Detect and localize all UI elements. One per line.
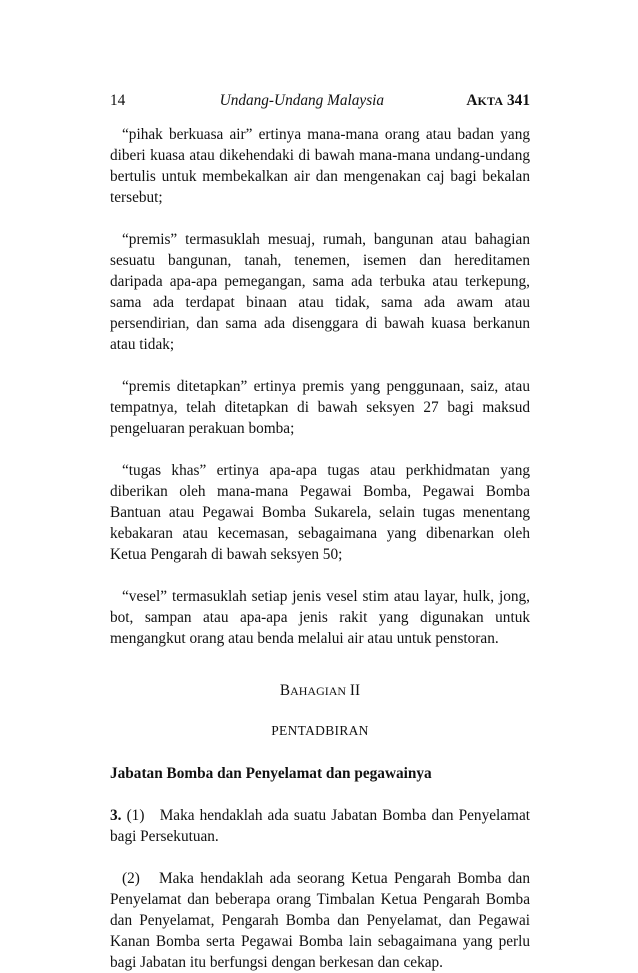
subsection-2-label: (2) — [122, 870, 140, 887]
subsection-2-text: Maka hendaklah ada seorang Ketua Pengarah Bomba dan Penyelamat dan beberapa orang Timbalan Ketua Pengarah Bomba dan Penyelamat, Pengarah Bomba dan Penyelamat, dan Pegawai Kanan Bomba serta Pegawai Bomba lain sebagaimana yang perlu bagi Jabatan itu berfungsi dengan berkesan dan cekap. — [110, 870, 530, 971]
definition-premis: “premis” termasuklah mesuaj, rumah, bangunan atau bahagian sesuatu bangunan, tanah, tenemen, isemen dan hereditamen daripada apa-apa pemegangan, sama ada terbuka atau terkepung, sama ada terdapat binaan atau tidak, sama ada awam atau persendirian, dan sama ada disenggara di bawah kuasa berkanun atau tidak; — [110, 231, 530, 353]
subsection-1-label: (1) — [126, 807, 145, 824]
definition-pihak-berkuasa-air: “pihak berkuasa air” ertinya mana-mana orang atau badan yang diberi kuasa atau dikehendaki di bawah mana-mana undang-undang bertulis untuk membekalkan air dan mengenakan caj bagi bekalan tersebut; — [110, 126, 530, 206]
act-reference — [466, 90, 530, 112]
part-title — [110, 680, 530, 702]
subsection-1-text: Maka hendaklah ada suatu Jabatan Bomba dan Penyelamat bagi Persekutuan. — [110, 807, 530, 845]
spacer — [110, 649, 530, 680]
running-title: Undang-Undang Malaysia — [219, 92, 385, 109]
part-number: II — [349, 682, 361, 699]
act-number: 341 — [507, 92, 530, 109]
act-label-initial: A — [466, 92, 478, 109]
page-header — [110, 90, 530, 112]
section-3-subsection-1 — [110, 805, 530, 847]
definition-premis-ditetapkan: “premis ditetapkan” ertinya premis yang penggunaan, saiz, atau tempatnya, telah ditetapkan di bawah seksyen 27 bagi maksud pengeluaran perakuan bomba; — [110, 378, 530, 437]
section-heading: Jabatan Bomba dan Penyelamat dan pegawainya — [110, 765, 432, 782]
part-label-initial: B — [279, 682, 291, 699]
definition-tugas-khas: “tugas khas” ertinya apa-apa tugas atau perkhidmatan yang diberikan oleh mana-mana Pegawai Bomba, Pegawai Bomba Bantuan atau Pegawai Bomba Sukarela, selain tugas menentang kebakaran atau kecemasan, sebagaimana yang dibenarkan oleh Ketua Pengarah di bawah seksyen 50; — [110, 462, 530, 563]
definition-vesel: “vesel” termasuklah setiap jenis vesel stim atau layar, hulk, jong, bot, sampan atau apa-apa jenis rakit yang digunakan untuk mengangkut orang atau benda melalui air atau untuk penstoran. — [110, 588, 530, 647]
page-number: 14 — [110, 92, 126, 109]
part-label-rest: AHAGIAN — [290, 684, 347, 698]
section-number: 3. — [110, 807, 122, 824]
part-name: PENTADBIRAN — [271, 723, 369, 738]
section-3-subsection-2 — [110, 868, 530, 973]
act-label-rest: KTA — [477, 94, 504, 108]
document-page — [110, 90, 530, 973]
